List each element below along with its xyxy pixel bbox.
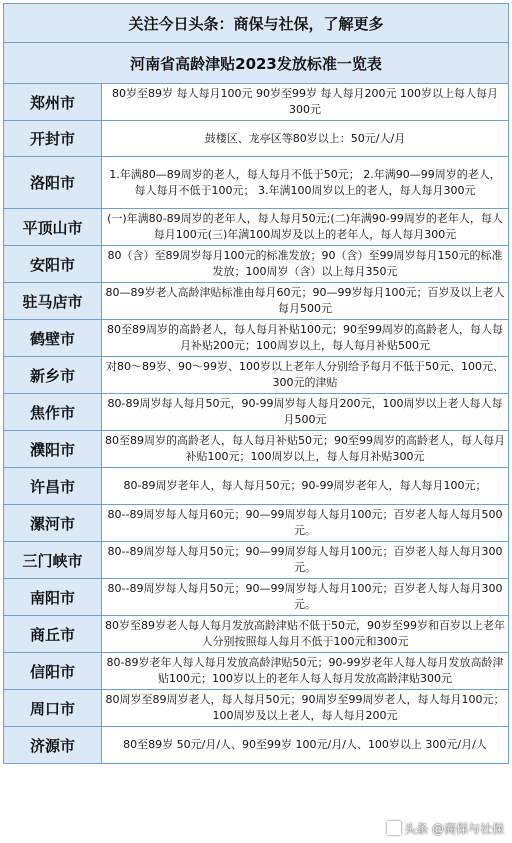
table-title: 河南省高龄津贴2023发放标准一览表 [4, 43, 509, 84]
city-name: 许昌市 [4, 468, 102, 505]
toutiao-logo-icon [387, 821, 401, 835]
table-row [4, 157, 509, 209]
table-row [4, 357, 509, 394]
table-row [4, 542, 509, 579]
table-row [4, 579, 509, 616]
subsidy-rule: 80--89周岁每人每月50元；90—99周岁每人每月100元；百岁老人每人每月300元。 [102, 579, 509, 616]
subsidy-rule: 80（含）至89周岁每月100元的标准发放；90（含）至99周岁每月150元的标准发放；100周岁（含）以上每月350元 [102, 246, 509, 283]
banner-text: 关注今日头条：商保与社保，了解更多 [4, 4, 509, 43]
title-row [4, 43, 509, 84]
table-row [4, 431, 509, 468]
table-row [4, 505, 509, 542]
table-row [4, 616, 509, 653]
watermark-text: 头条 @商保与社保 [404, 822, 504, 836]
table-row [4, 394, 509, 431]
subsidy-rule: 鼓楼区、龙亭区等80岁以上：50元/人/月 [102, 121, 509, 157]
city-name: 安阳市 [4, 246, 102, 283]
table-row [4, 690, 509, 727]
city-name: 周口市 [4, 690, 102, 727]
city-name: 郑州市 [4, 84, 102, 121]
subsidy-rule: 1.年满80—89周岁的老人，每人每月不低于50元； 2.年满90—99周岁的老人，每人每月不低于100元； 3.年满100周岁以上的老人，每人每月300元 [102, 157, 509, 209]
subsidy-rule: 80至89周岁的高龄老人，每人每月补贴100元；90至99周岁的高龄老人，每人每月补贴200元；100周岁以上，每人每月补贴500元 [102, 320, 509, 357]
subsidy-rule: (一)年满80-89周岁的老年人，每人每月50元;(二)年满90-99周岁的老年人，每人每月100元(三)年满100周岁及以上的老年人，每人每月300元 [102, 209, 509, 246]
subsidy-rule: 80—89岁老人高龄津贴标准由每月60元；90—99岁每月100元；百岁及以上老人每月500元 [102, 283, 509, 320]
subsidy-rule: 对80～89岁、90～99岁、100岁以上老年人分别给予每月不低于50元、100元、300元的津贴 [102, 357, 509, 394]
table-row [4, 283, 509, 320]
subsidy-rule: 80-89周岁每人每月50元，90-99周岁每人每月200元，100周岁以上老人每人每月500元 [102, 394, 509, 431]
city-name: 漯河市 [4, 505, 102, 542]
table-row [4, 653, 509, 690]
table-row [4, 320, 509, 357]
city-name: 平顶山市 [4, 209, 102, 246]
table-row [4, 727, 509, 764]
table-row [4, 121, 509, 157]
table-row [4, 468, 509, 505]
city-name: 济源市 [4, 727, 102, 764]
subsidy-rule: 80周岁至89周岁老人，每人每月50元；90周岁至99周岁老人，每人每月100元；100周岁及以上老人，每人每月200元 [102, 690, 509, 727]
city-name: 商丘市 [4, 616, 102, 653]
city-name: 鹤壁市 [4, 320, 102, 357]
city-name: 开封市 [4, 121, 102, 157]
banner-row [4, 4, 509, 43]
city-name: 驻马店市 [4, 283, 102, 320]
watermark [387, 820, 504, 837]
subsidy-table [3, 3, 509, 764]
subsidy-rule: 80至89周岁的高龄老人，每人每月补贴50元；90至99周岁的高龄老人，每人每月补贴100元；100周岁以上，每人每月补贴300元 [102, 431, 509, 468]
city-name: 洛阳市 [4, 157, 102, 209]
subsidy-rule: 80-89周岁老年人，每人每月50元；90-99周岁老年人，每人每月100元； [102, 468, 509, 505]
subsidy-rule: 80岁至89岁老人每人每月发放高龄津贴不低于50元，90岁至99岁和百岁以上老年人分别按照每人每月不低于100元和300元 [102, 616, 509, 653]
subsidy-rule: 80岁至89岁 每人每月100元 90岁至99岁 每人每月200元 100岁以上每人每月300元 [102, 84, 509, 121]
city-name: 南阳市 [4, 579, 102, 616]
city-name: 濮阳市 [4, 431, 102, 468]
table-row [4, 84, 509, 121]
city-name: 新乡市 [4, 357, 102, 394]
city-name: 信阳市 [4, 653, 102, 690]
city-name: 三门峡市 [4, 542, 102, 579]
table-row [4, 246, 509, 283]
subsidy-rule: 80--89周岁每人每月60元；90—99周岁每人每月100元；百岁老人每人每月500元。 [102, 505, 509, 542]
subsidy-rule: 80--89周岁每人每月50元；90—99周岁每人每月100元；百岁老人每人每月300元。 [102, 542, 509, 579]
city-name: 焦作市 [4, 394, 102, 431]
subsidy-rule: 80-89岁老年人每人每月发放高龄津贴50元；90-99岁老年人每人每月发放高龄津贴100元；100岁以上的老年人每人每月发放高龄津贴300元 [102, 653, 509, 690]
subsidy-rule: 80至89岁 50元/月/人、90至99岁 100元/月/人、100岁以上 300元/月/人 [102, 727, 509, 764]
table-row [4, 209, 509, 246]
